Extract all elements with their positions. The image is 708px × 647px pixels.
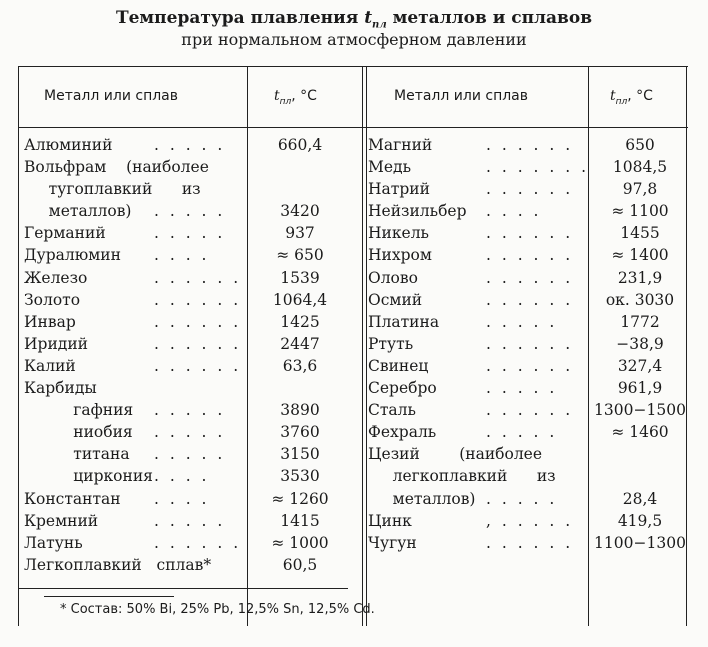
header-left-temp-symbol: t bbox=[274, 88, 280, 104]
melting-temperature: 1539 bbox=[280, 268, 320, 287]
table-row bbox=[24, 200, 340, 222]
melting-temperature: ≈ 1260 bbox=[271, 489, 329, 508]
table-row bbox=[24, 399, 340, 421]
melting-temperature: ≈ 650 bbox=[276, 246, 324, 265]
material-name: металлов) bbox=[368, 489, 476, 508]
table-row bbox=[24, 178, 340, 200]
table-row bbox=[368, 200, 684, 222]
header-right-temp-symbol: t bbox=[610, 88, 616, 104]
leader-dots: . . . . . . bbox=[154, 290, 242, 309]
leader-dots: . . . . . bbox=[486, 489, 558, 508]
melting-temperature: 28,4 bbox=[622, 489, 658, 508]
table-row bbox=[368, 399, 684, 421]
leader-dots: . . . . . bbox=[154, 224, 226, 243]
material-name: Латунь bbox=[24, 533, 83, 552]
melting-temperature: 660,4 bbox=[277, 136, 323, 154]
material-name: Магний bbox=[368, 136, 433, 154]
leader-dots: . . . . . bbox=[154, 401, 226, 420]
leader-dots: , . . . . . bbox=[486, 511, 574, 530]
leader-dots: . . . . . bbox=[154, 423, 226, 442]
table-row bbox=[368, 244, 684, 266]
material-name: Серебро bbox=[368, 379, 437, 398]
leader-dots: . . . . . bbox=[486, 423, 558, 442]
table-row bbox=[368, 289, 684, 311]
table-bottom-border bbox=[18, 588, 348, 589]
melting-temperature: −38,9 bbox=[616, 334, 664, 353]
material-name: Фехраль bbox=[368, 423, 437, 442]
table-row bbox=[368, 554, 684, 576]
material-name: Вольфрам (наиболее bbox=[24, 158, 209, 177]
left-column bbox=[24, 134, 340, 576]
table-row bbox=[368, 156, 684, 178]
material-name: Цинк bbox=[368, 511, 412, 530]
melting-temperature: 3760 bbox=[280, 423, 320, 442]
header-right-temp bbox=[610, 88, 653, 107]
melting-temperature: 60,5 bbox=[282, 555, 318, 574]
leader-dots: . . . . bbox=[154, 489, 210, 508]
melting-temperature: 1084,5 bbox=[612, 158, 668, 177]
leader-dots: . . . . . . bbox=[486, 401, 574, 420]
header-right-temp-unit: , °С bbox=[627, 88, 653, 104]
table-row bbox=[24, 554, 340, 576]
page-subtitle: при нормальном атмосферном давлении bbox=[181, 30, 527, 49]
material-name: титана bbox=[24, 445, 130, 464]
table-row bbox=[24, 377, 340, 399]
material-name: Железо bbox=[24, 268, 88, 287]
material-name: Инвар bbox=[24, 312, 76, 331]
leader-dots: . . . . . . bbox=[154, 533, 242, 552]
melting-temperature: ≈ 1000 bbox=[271, 533, 329, 552]
leader-dots: . . . . . . bbox=[486, 224, 574, 243]
melting-temperature: 1415 bbox=[280, 511, 320, 530]
header-left-temp-unit: , °С bbox=[291, 88, 317, 104]
material-name: Золото bbox=[24, 290, 81, 309]
title-symbol: t bbox=[364, 8, 373, 28]
leader-dots: . . . . . bbox=[154, 511, 226, 530]
material-name: тугоплавкий из bbox=[24, 180, 201, 199]
melting-temperature: 419,5 bbox=[617, 511, 663, 530]
table-row bbox=[24, 421, 340, 443]
material-name: Легкоплавкий сплав* bbox=[24, 555, 212, 574]
title-text: Температура плавления bbox=[115, 8, 359, 28]
header-left-name: Металл или сплав bbox=[44, 88, 178, 104]
material-name: ниобия bbox=[24, 423, 133, 442]
table-row bbox=[24, 311, 340, 333]
melting-temperature: 3890 bbox=[280, 401, 320, 420]
melting-temperature: 3530 bbox=[280, 467, 320, 486]
material-name: Олово bbox=[368, 268, 418, 287]
leader-dots: . . . . . . bbox=[154, 268, 242, 287]
melting-temperature: 1100−1300 bbox=[594, 533, 686, 552]
melting-temperature: 1064,4 bbox=[272, 290, 328, 309]
melting-temperature: ≈ 1100 bbox=[611, 202, 669, 221]
leader-dots: . . . . bbox=[154, 467, 210, 486]
table-row bbox=[368, 134, 684, 156]
material-name: гафния bbox=[24, 401, 134, 420]
material-name: Карбиды bbox=[24, 379, 97, 398]
leader-dots: . . . . bbox=[486, 202, 542, 221]
material-name: легкоплавкий из bbox=[368, 467, 556, 486]
melting-temperature: 1300−1500 bbox=[594, 401, 686, 420]
material-name: Осмий bbox=[368, 290, 423, 309]
material-name: Нейзильбер bbox=[368, 202, 467, 221]
material-name: Кремний bbox=[24, 511, 99, 530]
melting-temperature: ок. 3030 bbox=[605, 290, 675, 309]
table-row bbox=[368, 421, 684, 443]
table-row bbox=[24, 289, 340, 311]
table-row bbox=[368, 465, 684, 487]
material-name: металлов) bbox=[24, 202, 132, 221]
material-name: Сталь bbox=[368, 401, 416, 420]
material-name: Ртуть bbox=[368, 334, 414, 353]
table-row bbox=[368, 532, 684, 554]
table-row bbox=[24, 532, 340, 554]
leader-dots: . . . . . bbox=[154, 202, 226, 221]
material-name: Константан bbox=[24, 489, 121, 508]
table-row bbox=[368, 377, 684, 399]
material-name: Нихром bbox=[368, 246, 432, 265]
melting-temperature: 1772 bbox=[620, 312, 660, 331]
table-row bbox=[24, 465, 340, 487]
leader-dots: . . . . . . bbox=[486, 290, 574, 309]
material-name: Медь bbox=[368, 158, 412, 177]
leader-dots: . . . . . bbox=[486, 312, 558, 331]
leader-dots: . . . . . . bbox=[486, 268, 574, 287]
header-right-name: Металл или сплав bbox=[394, 88, 528, 104]
melting-temperature: 97,8 bbox=[622, 180, 658, 199]
table-row bbox=[24, 488, 340, 510]
leader-dots: . . . . . . bbox=[486, 246, 574, 265]
title-text-suffix: металлов и сплавов bbox=[392, 8, 593, 28]
leader-dots: . . . . . . bbox=[486, 356, 574, 375]
melting-temperature: 1455 bbox=[620, 224, 660, 243]
leader-dots: . . . . . bbox=[486, 379, 558, 398]
header-right-temp-sub: пл bbox=[615, 96, 628, 107]
melting-temperature: 63,6 bbox=[282, 356, 318, 375]
leader-dots: . . . . . . bbox=[486, 533, 574, 552]
table-left-border bbox=[18, 66, 19, 626]
material-name: Алюминий bbox=[24, 136, 113, 154]
right-column bbox=[368, 134, 684, 576]
leader-dots: . . . . . . bbox=[154, 334, 242, 353]
table-row bbox=[24, 222, 340, 244]
header-left-temp-sub: пл bbox=[279, 96, 292, 107]
table-row bbox=[24, 510, 340, 532]
melting-temperature: 231,9 bbox=[617, 268, 663, 287]
leader-dots: . . . . . bbox=[154, 445, 226, 464]
table-row bbox=[368, 311, 684, 333]
table-row bbox=[368, 355, 684, 377]
material-name: Чугун bbox=[368, 533, 417, 552]
material-name: Германий bbox=[24, 224, 106, 243]
header-left-temp bbox=[274, 88, 317, 107]
leader-dots: . . . . . . bbox=[154, 356, 242, 375]
melting-temperature: 961,9 bbox=[617, 379, 663, 398]
leader-dots: . . . . . bbox=[154, 136, 226, 154]
table-row bbox=[368, 510, 684, 532]
center-divider bbox=[362, 66, 367, 626]
table-row bbox=[368, 488, 684, 510]
leader-dots: . . . . . . bbox=[486, 334, 574, 353]
table-row bbox=[368, 267, 684, 289]
melting-temperature: 650 bbox=[625, 136, 655, 154]
material-name: Цезий (наиболее bbox=[368, 445, 543, 464]
material-name: Калий bbox=[24, 356, 76, 375]
table-row bbox=[368, 178, 684, 200]
table-row bbox=[24, 244, 340, 266]
leader-dots: . . . . . . bbox=[486, 180, 574, 199]
material-name: циркония bbox=[24, 467, 153, 486]
table-row bbox=[24, 267, 340, 289]
leader-dots: . . . . . . . bbox=[486, 158, 590, 177]
melting-temperature: 3150 bbox=[280, 445, 320, 464]
table-row bbox=[24, 333, 340, 355]
leader-dots: . . . . . . bbox=[154, 312, 242, 331]
melting-temperature: ≈ 1400 bbox=[611, 246, 669, 265]
table-row bbox=[24, 443, 340, 465]
table-row bbox=[368, 333, 684, 355]
melting-temperature: 2447 bbox=[280, 334, 320, 353]
material-name: Натрий bbox=[368, 180, 430, 199]
melting-temperature: 327,4 bbox=[617, 356, 663, 375]
footnote-divider bbox=[44, 596, 174, 597]
leader-dots: . . . . bbox=[154, 246, 210, 265]
footnote: * Состав: 50% Bi, 25% Pb, 12,5% Sn, 12,5% Cd. bbox=[60, 602, 375, 617]
melting-temperature: ≈ 1460 bbox=[611, 423, 669, 442]
material-name: Дуралюмин bbox=[24, 246, 121, 265]
page-title bbox=[0, 8, 708, 30]
table-row bbox=[24, 355, 340, 377]
melting-temperature: 1425 bbox=[280, 312, 320, 331]
material-name: Никель bbox=[368, 224, 429, 243]
table-row bbox=[368, 222, 684, 244]
melting-temperature: 3420 bbox=[280, 202, 320, 221]
material-name: Платина bbox=[368, 312, 440, 331]
title-symbol-sub: пл bbox=[372, 19, 387, 31]
material-name: Иридий bbox=[24, 334, 88, 353]
melting-temperature: 937 bbox=[285, 224, 315, 243]
table-row bbox=[24, 134, 340, 156]
table-row bbox=[24, 156, 340, 178]
leader-dots: . . . . . . bbox=[486, 136, 574, 154]
table-row bbox=[368, 443, 684, 465]
material-name: Свинец bbox=[368, 356, 429, 375]
